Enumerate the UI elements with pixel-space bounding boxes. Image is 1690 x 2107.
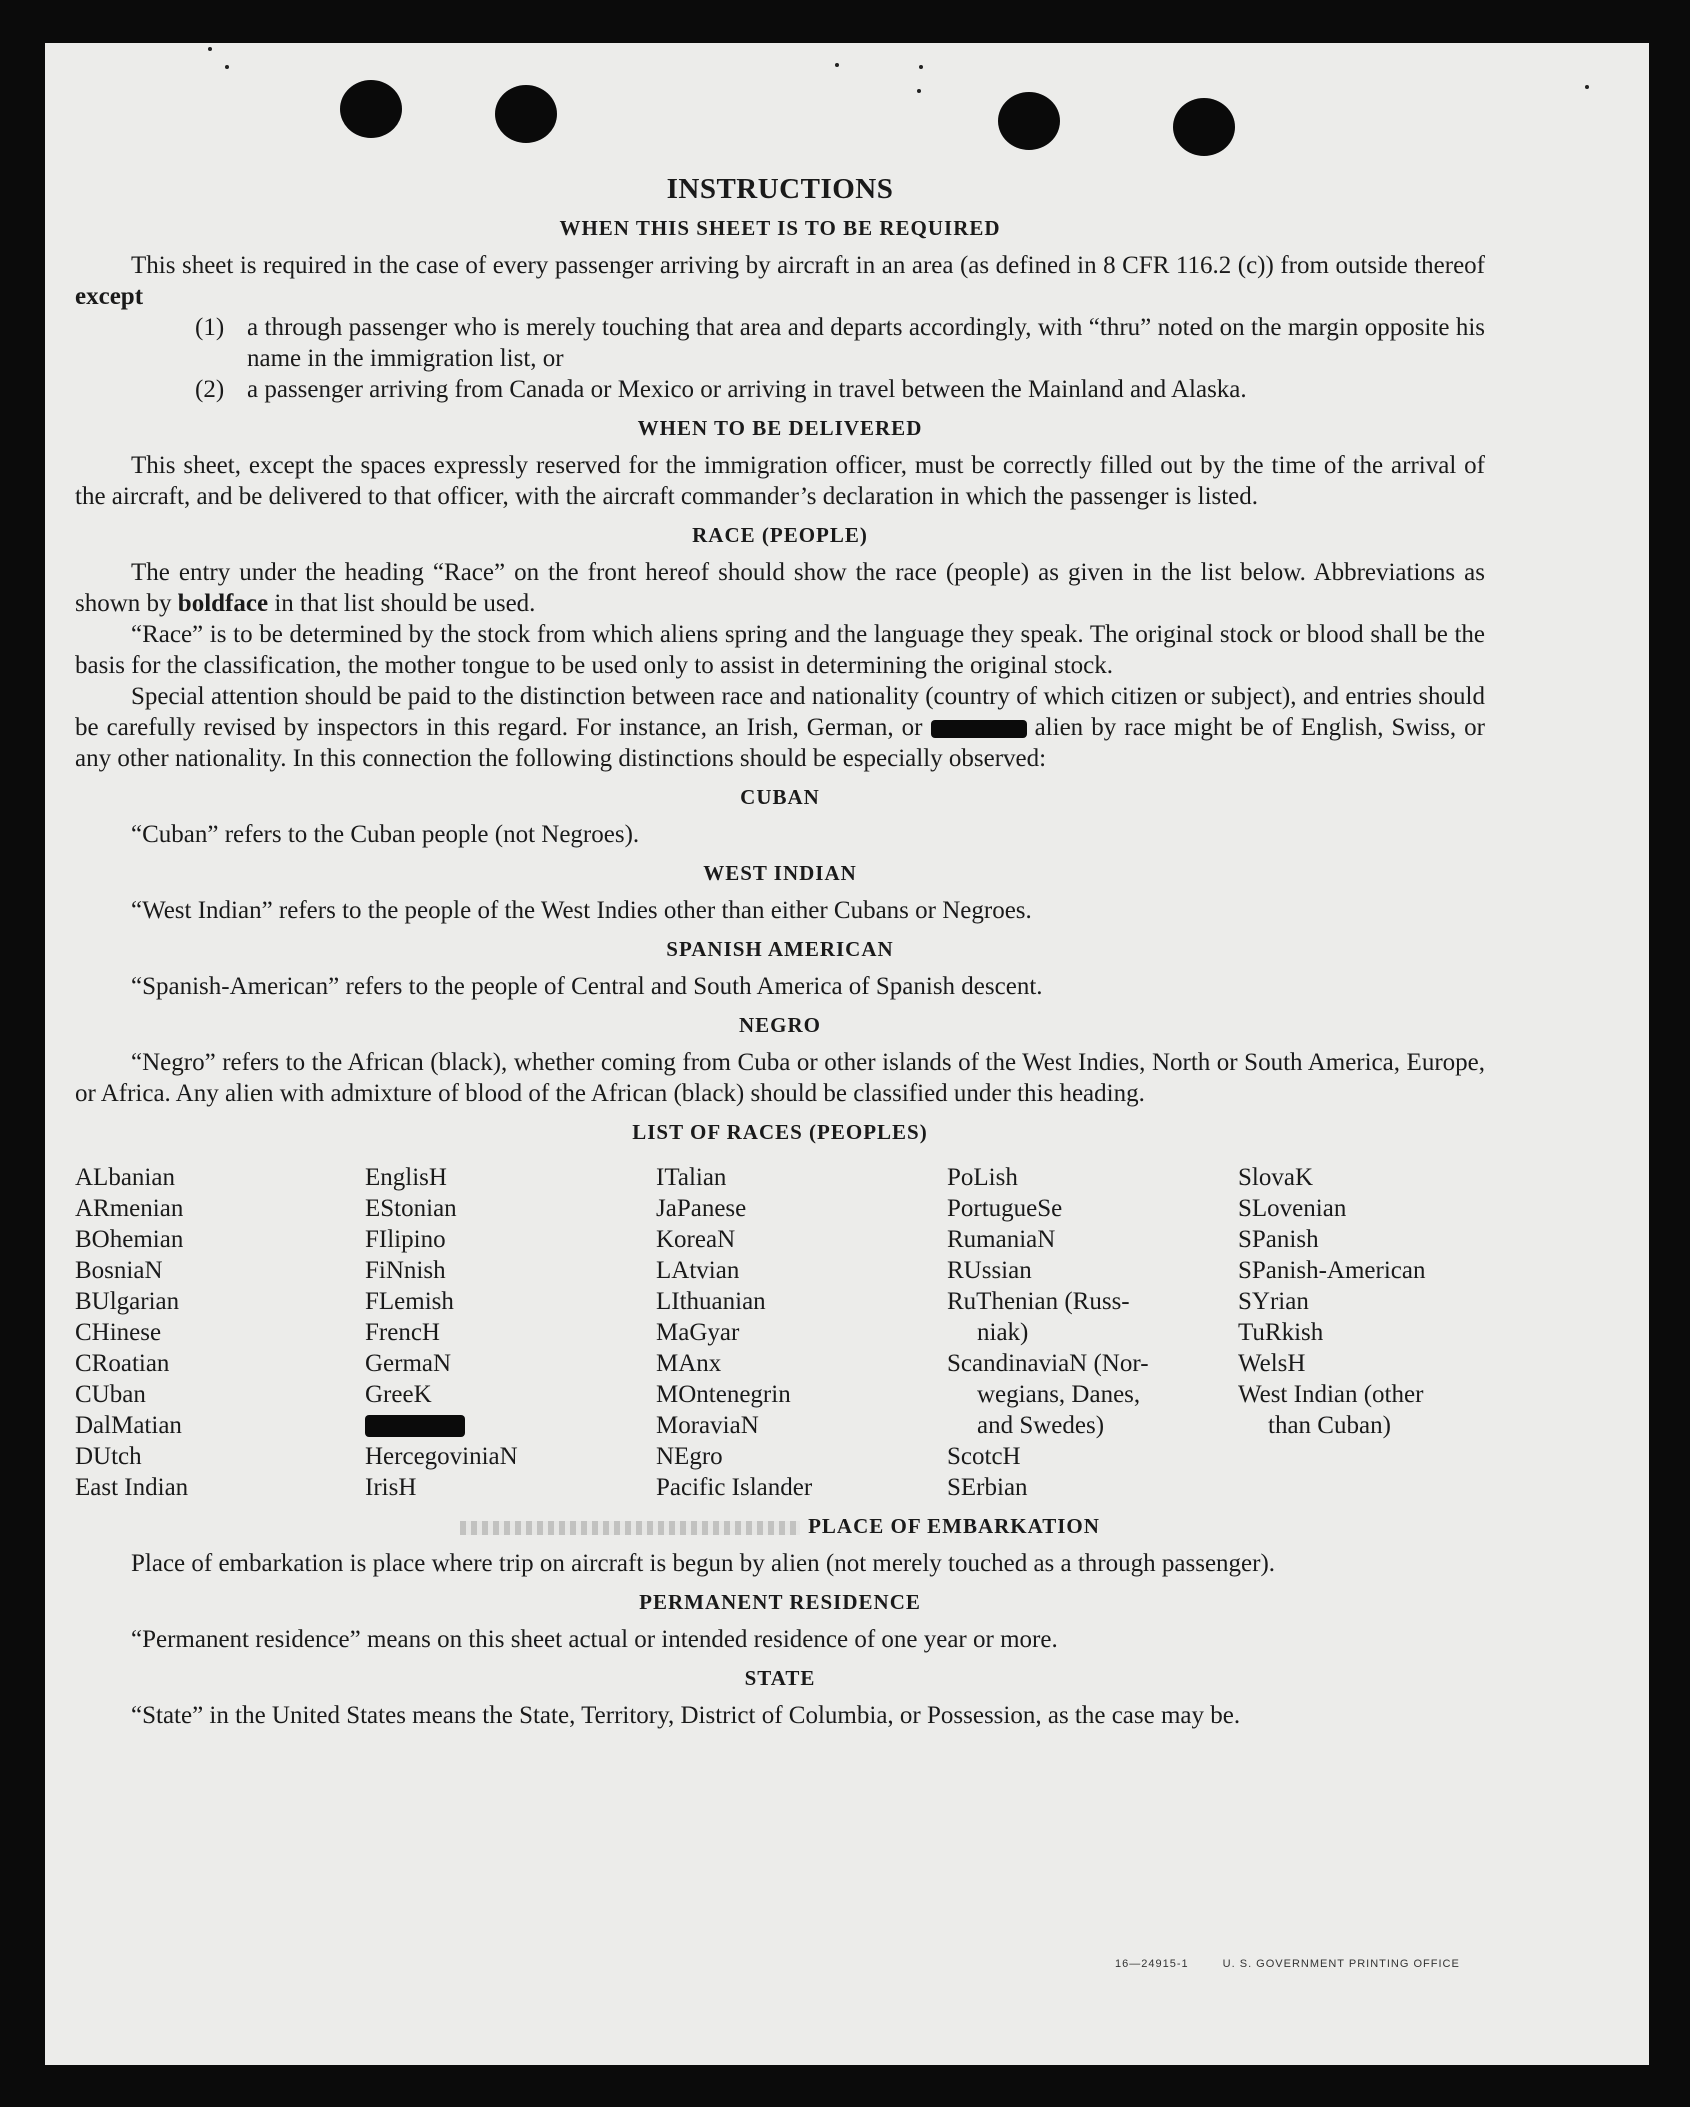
race-item: NEgro bbox=[656, 1443, 723, 1470]
race-item: CRoatian bbox=[75, 1350, 170, 1377]
race-item: ARmenian bbox=[75, 1195, 184, 1222]
race-item: West Indian (other bbox=[1238, 1381, 1424, 1408]
boldface-word: boldface bbox=[177, 590, 269, 617]
speck bbox=[208, 47, 212, 51]
section-heading-spanish-american: SPANISH AMERICAN bbox=[666, 937, 894, 961]
race-item: MOntenegrin bbox=[656, 1381, 791, 1408]
race-item: RumaniaN bbox=[947, 1226, 1056, 1253]
race-item: CHinese bbox=[75, 1319, 162, 1346]
section-heading-delivered: WHEN TO BE DELIVERED bbox=[637, 416, 923, 440]
race-item: PoLish bbox=[947, 1164, 1018, 1191]
required-intro-text: This sheet is required in the case of every passenger arriving by aircraft in an area (as defined in 8 CFR 116.2 (c)) from outside thereof bbox=[131, 252, 1485, 279]
race-item: SPanish bbox=[1238, 1226, 1319, 1253]
race-p1-start: The entry under the heading “Race” on the front hereof should show the race (people) as given in the list below. Abbreviations as shown by bbox=[75, 559, 1485, 617]
race-item: JaPanese bbox=[656, 1195, 747, 1222]
embarkation-text: Place of embarkation is place where trip on aircraft is begun by alien (not merely touched as a through passenger). bbox=[131, 1550, 1276, 1577]
races-column-2 bbox=[365, 1162, 656, 1503]
race-item: GermaN bbox=[365, 1350, 452, 1377]
race-item: FiNnish bbox=[365, 1257, 446, 1284]
spanish-american-text: “Spanish-American” refers to the people of Central and South America of Spanish descent. bbox=[131, 973, 1043, 1000]
speck bbox=[919, 65, 923, 69]
race-item: TuRkish bbox=[1238, 1319, 1324, 1346]
speck bbox=[1585, 85, 1589, 89]
condition-1-number: (1) bbox=[195, 314, 225, 341]
race-item: MAnx bbox=[656, 1350, 722, 1377]
race-item: RUssian bbox=[947, 1257, 1032, 1284]
ink-smudge bbox=[460, 1521, 800, 1535]
races-column-1 bbox=[75, 1162, 365, 1503]
west-indian-text: “West Indian” refers to the people of the West Indies other than either Cubans or Negroes. bbox=[131, 897, 1032, 924]
race-item: LAtvian bbox=[656, 1257, 740, 1284]
punch-hole bbox=[1173, 98, 1235, 156]
race-item: BosniaN bbox=[75, 1257, 163, 1284]
race-item: SErbian bbox=[947, 1474, 1028, 1501]
condition-2-text: a passenger arriving from Canada or Mexico or arriving in travel between the Mainland and Alaska. bbox=[247, 376, 1247, 403]
printer-footer bbox=[1115, 1958, 1490, 1970]
section-heading-races-list: LIST OF RACES (PEOPLES) bbox=[632, 1120, 928, 1144]
punch-hole bbox=[340, 80, 402, 138]
race-item: RuThenian (Russ- bbox=[947, 1288, 1130, 1315]
negro-text: “Negro” refers to the African (black), whether coming from Cuba or other islands of the West Indies, North or South America, Europe, or Africa. Any alien with admixture of blood of the African (black) should be classified under this heading. bbox=[75, 1049, 1485, 1107]
page-title: INSTRUCTIONS bbox=[666, 173, 894, 205]
section-heading-negro: NEGRO bbox=[738, 1013, 821, 1037]
section-heading-state: STATE bbox=[744, 1666, 816, 1690]
races-column-5 bbox=[1238, 1162, 1485, 1503]
race-item: DUtch bbox=[75, 1443, 142, 1470]
race-item: ITalian bbox=[656, 1164, 727, 1191]
race-item: MoraviaN bbox=[656, 1412, 759, 1439]
race-item: KoreaN bbox=[656, 1226, 736, 1253]
except-word: except bbox=[75, 283, 144, 310]
race-item: SPanish-American bbox=[1238, 1257, 1426, 1284]
redaction-mark bbox=[931, 720, 1027, 738]
race-item: CUban bbox=[75, 1381, 146, 1408]
race-item: East Indian bbox=[75, 1474, 189, 1501]
race-item: FrencH bbox=[365, 1319, 440, 1346]
race-item: BOhemian bbox=[75, 1226, 184, 1253]
race-item: SLovenian bbox=[1238, 1195, 1347, 1222]
instructions-body bbox=[75, 170, 1485, 1731]
state-text: “State” in the United States means the State, Territory, District of Columbia, or Possession, as the case may be. bbox=[131, 1702, 1241, 1729]
punch-hole bbox=[998, 92, 1060, 150]
races-column-3 bbox=[656, 1162, 947, 1503]
race-item: Pacific Islander bbox=[656, 1474, 813, 1501]
residence-text: “Permanent residence” means on this sheet actual or intended residence of one year or more. bbox=[131, 1626, 1058, 1653]
race-item-continuation: and Swedes) bbox=[977, 1412, 1105, 1439]
races-column-4 bbox=[947, 1162, 1238, 1503]
race-item: GreeK bbox=[365, 1381, 432, 1408]
race-item: EStonian bbox=[365, 1195, 457, 1222]
embarkation-heading-text: PLACE OF EMBARKATION bbox=[808, 1514, 1100, 1538]
condition-2-number: (2) bbox=[195, 376, 225, 403]
race-item: LIthuanian bbox=[656, 1288, 766, 1315]
section-heading-cuban: CUBAN bbox=[740, 785, 820, 809]
condition-1 bbox=[75, 312, 1485, 374]
race-item: MaGyar bbox=[656, 1319, 740, 1346]
race-item-continuation: wegians, Danes, bbox=[977, 1381, 1141, 1408]
delivered-text: This sheet, except the spaces expressly reserved for the immigration officer, must be correctly filled out by the time of the arrival of the aircraft, and be delivered to that officer, with the aircraft commander’s declaration in which the passenger is listed. bbox=[75, 452, 1485, 510]
race-item-continuation: than Cuban) bbox=[1268, 1412, 1391, 1439]
required-intro bbox=[75, 250, 1485, 312]
race-paragraph-3 bbox=[75, 681, 1485, 774]
speck bbox=[225, 65, 229, 69]
cuban-text: “Cuban” refers to the Cuban people (not Negroes). bbox=[131, 821, 640, 848]
race-item: ScotcH bbox=[947, 1443, 1021, 1470]
section-heading-required: WHEN THIS SHEET IS TO BE REQUIRED bbox=[559, 216, 1001, 240]
section-heading-embarkation bbox=[75, 1511, 1485, 1542]
race-item: EnglisH bbox=[365, 1164, 447, 1191]
race-item: PortugueSe bbox=[947, 1195, 1063, 1222]
section-heading-residence: PERMANENT RESIDENCE bbox=[639, 1590, 921, 1614]
form-number: 16—24915-1 bbox=[1115, 1958, 1189, 1970]
condition-2 bbox=[75, 374, 1485, 405]
race-p3-end: alien by race might be of English, Swiss, or any other nationality. In this connection the following distinctions should be especially observed: bbox=[75, 714, 1486, 772]
race-item: HercegoviniaN bbox=[365, 1443, 518, 1470]
punch-hole bbox=[495, 85, 557, 143]
section-heading-west-indian: WEST INDIAN bbox=[703, 861, 857, 885]
section-heading-race: RACE (PEOPLE) bbox=[692, 523, 868, 547]
race-item: FLemish bbox=[365, 1288, 454, 1315]
redaction-mark bbox=[365, 1415, 465, 1437]
printer-name: U. S. GOVERNMENT PRINTING OFFICE bbox=[1222, 1958, 1460, 1970]
race-item: IrisH bbox=[365, 1474, 417, 1501]
speck bbox=[835, 63, 839, 67]
race-item: SYrian bbox=[1238, 1288, 1309, 1315]
race-item: ScandinaviaN (Nor- bbox=[947, 1350, 1149, 1377]
race-p3-start: Special attention should be paid to the distinction between race and nationality (country of which citizen or subject), and entries should be carefully revised by inspectors in this regard. For instance, an Irish, German, or bbox=[75, 683, 1485, 741]
race-item: DalMatian bbox=[75, 1412, 182, 1439]
redacted-race-item bbox=[365, 1410, 656, 1441]
race-item: FIlipino bbox=[365, 1226, 446, 1253]
condition-1-text: a through passenger who is merely touching that area and departs accordingly, with “thru” noted on the margin opposite his name in the immigration list, or bbox=[247, 314, 1485, 372]
race-paragraph-2: “Race” is to be determined by the stock from which aliens spring and the language they speak. The original stock or blood shall be the basis for the classification, the mother tongue to be used only to assist in determining the original stock. bbox=[75, 621, 1485, 679]
races-list bbox=[75, 1162, 1485, 1503]
race-item-continuation: niak) bbox=[977, 1319, 1029, 1346]
race-paragraph-1 bbox=[75, 557, 1485, 619]
race-item: BUlgarian bbox=[75, 1288, 180, 1315]
race-item: ALbanian bbox=[75, 1164, 175, 1191]
race-p1-end: in that list should be used. bbox=[274, 590, 536, 617]
race-item: SlovaK bbox=[1238, 1164, 1313, 1191]
race-item: WelsH bbox=[1238, 1350, 1306, 1377]
speck bbox=[917, 89, 921, 93]
